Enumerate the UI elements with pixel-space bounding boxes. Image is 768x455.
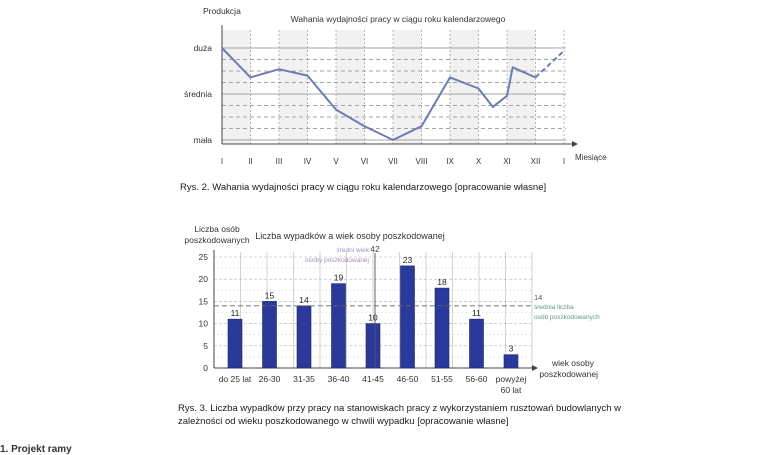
chart2-x-tick-label: 36-40 bbox=[327, 374, 350, 384]
chart2-bar-value-label: 19 bbox=[333, 272, 344, 283]
chart1-x-tick-label: VII bbox=[388, 157, 398, 166]
chart1-x-axis-arrow bbox=[572, 141, 578, 147]
chart2-x-tick-label: do 25 lat bbox=[218, 374, 252, 384]
chart2-x-tick-label: 31-35 bbox=[293, 374, 315, 384]
chart1-band bbox=[393, 30, 422, 144]
chart2-bar-value-label: 14 bbox=[299, 294, 309, 305]
chart2-x-tick-label: 51-55 bbox=[431, 374, 453, 384]
figure2-caption: Rys. 2. Wahania wydajności pracy w ciągu roku kalendarzowego [opracowanie własne] bbox=[180, 182, 547, 193]
chart2-y-axis-label-line1: Liczba osób bbox=[194, 224, 240, 234]
chart2-mean-age-label-line1: średni wiek bbox=[336, 247, 369, 254]
chart2-bar-value-label: 18 bbox=[437, 277, 447, 288]
chart2-title: Liczba wypadków a wiek osoby poszkodowanej bbox=[255, 231, 445, 241]
chart1-band bbox=[222, 30, 251, 144]
chart1-x-tick-label: IX bbox=[446, 157, 454, 166]
chart2-y-axis-label-line2: poszkodowanych bbox=[184, 235, 250, 245]
chart1-y-level-label: średnia bbox=[184, 89, 212, 99]
chart1-y-axis-label: Produkcja bbox=[203, 6, 241, 16]
chart1-x-axis-label: Miesiące bbox=[575, 153, 607, 162]
chart1-month-bands bbox=[222, 30, 536, 144]
chart1-x-tick-label: V bbox=[333, 157, 339, 166]
chart1-x-tick-label: XII bbox=[530, 157, 541, 166]
chart2-x-axis-label-line1: wiek osoby bbox=[551, 358, 594, 368]
chart2-bar-value-label: 23 bbox=[402, 254, 413, 265]
footer-cut-text: 1. Projekt ramy bbox=[0, 444, 72, 455]
chart1-x-tick-label: VIII bbox=[415, 157, 428, 166]
chart2-x-tick-label-line2: 60 lat bbox=[500, 385, 522, 395]
chart1-x-tick-label: IV bbox=[303, 157, 312, 166]
chart2-y-tick-label: 0 bbox=[203, 363, 208, 373]
chart1-x-tick-label: I bbox=[562, 157, 566, 166]
chart1-title: Wahania wydajności pracy w ciągu roku kalendarzowego bbox=[290, 14, 506, 24]
chart2-y-tick-label: 15 bbox=[198, 296, 208, 307]
chart1-x-tick-label: X bbox=[475, 157, 482, 166]
chart2-x-tick-label: 46-50 bbox=[396, 374, 419, 384]
chart2-y-tick-label: 10 bbox=[198, 318, 208, 329]
chart2-bar-value-label: 10 bbox=[368, 312, 378, 323]
chart2-mean-count-label-line1: średnia liczba bbox=[534, 303, 574, 311]
chart2-bar-value-label: 11 bbox=[472, 308, 481, 319]
chart2-x-tick-label: powyżej bbox=[495, 374, 527, 384]
chart2-x-tick-label: 56-60 bbox=[465, 374, 488, 384]
chart2-x-axis-label-line2: poszkodowanej bbox=[539, 369, 598, 379]
figure3-caption: Rys. 3. Liczba wypadków przy pracy na stanowiskach pracy z wykorzystaniem rusztowań budowlanych w zależności od wieku poszkodowanego w chwili wypadku [opracowanie własne] bbox=[178, 403, 621, 427]
chart1-band bbox=[336, 30, 365, 144]
chart1-y-level-label: mała bbox=[193, 135, 212, 145]
chart2-mean-count-value: 14 bbox=[534, 292, 543, 302]
chart1-x-tick-label: III bbox=[275, 157, 283, 166]
chart2-bar-value-label: 11 bbox=[230, 308, 240, 319]
chart2-bar-value-label: 15 bbox=[264, 290, 275, 301]
chart2-x-tick-label: 41-45 bbox=[362, 374, 384, 384]
chart2-x-tick-label: 26-30 bbox=[258, 374, 281, 384]
chart1-x-tick-labels bbox=[221, 157, 565, 166]
chart1-y-level-label: duża bbox=[193, 43, 212, 53]
chart1-x-tick-label: VI bbox=[360, 157, 369, 166]
chart1-series-dashed-extension bbox=[536, 51, 565, 78]
chart2-y-tick-label: 5 bbox=[203, 340, 208, 351]
chart2-mean-age-label-line2: osoby poszkodowanej bbox=[305, 257, 369, 264]
chart2-y-tick-label: 20 bbox=[198, 274, 208, 285]
chart1-x-tick-label: II bbox=[248, 157, 253, 166]
chart2-bar-value-label: 3 bbox=[508, 343, 514, 354]
chart1-y-level-labels bbox=[184, 43, 212, 145]
chart1-band bbox=[279, 30, 308, 144]
chart1-x-tick-label: XI bbox=[503, 157, 511, 166]
chart1-band bbox=[507, 30, 536, 144]
chart1-x-tick-label: I bbox=[220, 157, 224, 166]
chart2-mean-count-label-line2: osób poszkodowanych bbox=[534, 313, 600, 321]
chart2-mean-age-value: 42 bbox=[370, 244, 380, 254]
chart2-y-tick-label: 25 bbox=[198, 252, 208, 262]
